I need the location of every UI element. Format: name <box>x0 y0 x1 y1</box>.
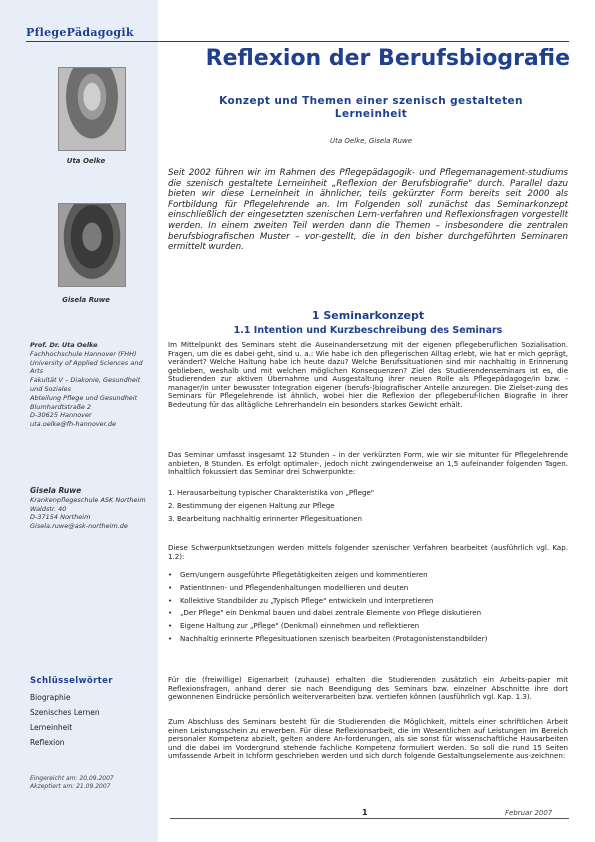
list-item: 2. Bestimmung der eigenen Haltung zur Pflege <box>168 501 335 510</box>
contact-line: D-30625 Hannover <box>30 411 92 420</box>
issue-date: Februar 2007 <box>505 809 553 817</box>
contact-line: Blumhardtstraße 2 <box>30 402 92 411</box>
contact-line: University of Applied Sciences and Arts <box>30 358 143 376</box>
list-item: 3. Bearbeitung nachhaltig erinnerter Pflegesituationen <box>168 514 363 523</box>
header-rule <box>26 41 569 42</box>
method-list <box>168 569 568 646</box>
keywords-heading: Schlüsselwörter <box>30 676 113 686</box>
author-photo-ruwe <box>58 203 126 287</box>
contact-line: D-37154 Northeim <box>30 513 91 522</box>
journal-brand: PflegePädagogik <box>26 26 134 39</box>
photo-caption-ruwe: Gisela Ruwe <box>62 296 110 304</box>
contact-email[interactable]: Gisela.ruwe@ask-northeim.de <box>30 522 128 531</box>
paragraph: Diese Schwerpunktsetzungen werden mittels folgender szenischer Verfahren bearbeitet (ausführlich vgl. Kap. 1.2): <box>168 543 568 561</box>
paragraph: Das Seminar umfasst insgesamt 12 Stunden – in der verkürzten Form, wie wir sie mitunter für Pflegelehrende anbieten, 8 Stunden. Es erfolgt optimaler-, jedoch nicht zwingenderweise an 1,5 aufeinander folgenden Tagen. Inhaltlich fokussiert das Seminar drei Schwerpunkte: <box>168 450 568 476</box>
list-item: 1. Herausarbeitung typischer Charakteristika von „Pflege" <box>168 488 375 497</box>
photo-caption-oelke: Uta Oelke <box>66 157 106 165</box>
footer-rule <box>170 818 569 819</box>
list-item: • Gern/ungern ausgeführte Pflegetätigkeiten zeigen und kommentieren <box>168 569 568 582</box>
contact-line: Fakultät V – Diakonie, Gesundheit und Soziales <box>30 376 141 393</box>
contact-line: Krankenpflegeschule ASK Northeim <box>30 495 146 504</box>
submitted-date: Eingereicht am: 20.09.2007 <box>30 775 114 782</box>
paragraph: Im Mittelpunkt des Seminars steht die Auseinandersetzung mit der eigenen pflegeberuflichen Sozialisation. Fragen, um die es dabei geht, sind u. a.: Wie habe ich den pflegerischen Alltag erlebt, wie hat er mich geprägt, verändert? Welche Haltung habe ich heute dazu? Welche Berufssituationen sind mir nachhaltig in Erinnerung geblieben, weshalb und mit welchen möglichen Konsequenzen? Ziel des Studierendenseminars ist es, die Studierenden zur aktiven Übernahme und Ausgestaltung ihrer neuen Rolle als Pflegepädagoge/in bzw. -manager/in unter bewusster Integration eigener (berufs-)biografischer Anteile anzuregen. Die Zielset-zung des Seminars für Pflegelehrende ist ähnlich, wobei hier die Reflexion der pflegeberuf-lichen Biografie in ihrer Bedeutung für das alltägliche Lehrerhandeln ein besonders starkes Gewicht erhält. <box>168 340 568 409</box>
focus-list <box>168 486 568 525</box>
list-item: • Eigene Haltung zur „Pflege" (Denkmal) einnehmen und reflektieren <box>168 620 568 633</box>
keyword: Szenisches Lernen <box>30 708 100 717</box>
author-photo-oelke <box>58 67 126 151</box>
accepted-date: Akzeptiert am: 21.09.2007 <box>30 783 111 790</box>
contact-name: Gisela Ruwe <box>30 486 82 495</box>
keyword: Lerneinheit <box>30 723 73 732</box>
contact-line: Abteilung Pflege und Gesundheit <box>30 393 138 402</box>
paragraph: Für die (freiwillige) Eigenarbeit (zuhause) erhalten die Studierenden zusätzlich ein Arbeits-papier mit Reflexionsfragen, anhand derer sie nach Beendigung des Seminars bzw. einzelner Abschnitte ihre dort gewonnenen Eindrücke persönlich weiterverarbeiten bzw. vertiefen können (ausführlich vgl. Kap. 1.3). <box>168 675 568 701</box>
page-number: 1 <box>362 808 368 817</box>
contact-name: Prof. Dr. Uta Oelke <box>30 341 98 349</box>
keyword: Reflexion <box>30 738 65 747</box>
contact-oelke <box>30 341 154 429</box>
contact-ruwe <box>30 487 154 531</box>
article-authors: Uta Oelke, Gisela Ruwe <box>329 137 413 145</box>
submission-dates <box>30 775 114 791</box>
subsection-heading: 1.1 Intention und Kurzbeschreibung des Seminars <box>233 325 503 336</box>
article-title: Reflexion der Berufsbiografie <box>205 46 570 71</box>
contact-line: Waldstr. 40 <box>30 504 67 513</box>
article-subtitle: Konzept und Themen einer szenisch gestalteten Lerneinheit <box>219 95 523 120</box>
keywords-list <box>30 690 100 750</box>
list-item: • PatientInnen- und Pflegendenhaltungen modellieren und deuten <box>168 582 568 595</box>
contact-line: Fachhochschule Hannover (FHH) <box>30 349 137 358</box>
section-heading: 1 Seminarkonzept <box>311 309 425 322</box>
list-item: • Nachhaltig erinnerte Pflegesituationen szenisch bearbeiten (Protagonistenstandbilder) <box>168 633 568 646</box>
abstract: Seit 2002 führen wir im Rahmen des Pflegepädagogik- und Pflegemanagement-studiums die szenisch gestaltete Lerneinheit „Reflexion der Berufsbiografie" durch. Parallel dazu bieten wir diese Lerneinheit in ähnlicher, teils gekürzter Form bereits seit 2000 als Fortbildung für Pflegelehrende an. Im Folgenden soll zunächst das Seminarkonzept einschließlich der eingesetzten szenischen Lern-verfahren und Reflexionsfragen vorgestellt werden. In einem zweiten Teil werden dann die Themen – insbesondere die zentralen berufsbiografischen Muster – vor-gestellt, die in den bisher durchgeführten Seminaren ermittelt wurden. <box>168 168 568 253</box>
list-item: • Kollektive Standbilder zu „Typisch Pflege" entwickeln und interpretieren <box>168 595 568 608</box>
contact-email[interactable]: uta.oelke@fh-hannover.de <box>30 420 116 429</box>
paragraph: Zum Abschluss des Seminars besteht für die Studierenden die Möglichkeit, mittels einer schriftlichen Arbeit einen Leistungsschein zu erwerben. Für diese Reflexionsarbeit, die im Wesentlichen auf Leistungen im Bereich personaler Kompetenz abzielt, gelten andere An-forderungen, als sie sonst für wissenschaftliche Hausarbeiten und die dabei im Vordergrund stehende fachliche Kompetenz formuliert werden. So soll die rund 15 Seiten umfassende Arbeit in Ichform geschrieben werden und sich durch folgende Gestaltungselemente aus-zeichnen: <box>168 717 568 760</box>
keyword: Biographie <box>30 693 71 702</box>
list-item: • „Der Pflege" ein Denkmal bauen und dabei zentrale Elemente von Pflege diskutieren <box>168 607 568 620</box>
